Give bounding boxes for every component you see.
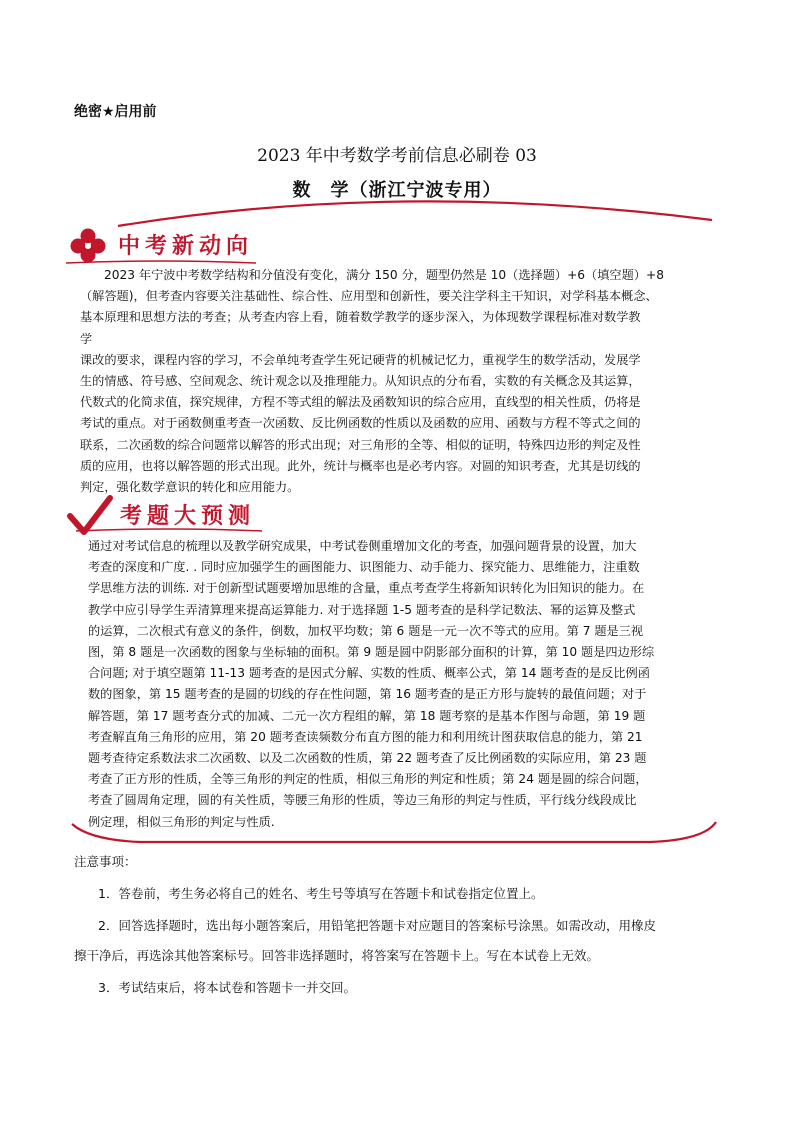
section2-line: 考查了圆周角定理，圆的有关性质，等腰三角形的性质，等边三角形的判定与性质，平行线分线段成比 <box>88 793 637 808</box>
section2-line: 学思维方法的训练. 对于创新型试题要增加思维的含量，重点考查学生将新知识转化为旧知识的能力。在 <box>88 581 645 596</box>
notice-item: 3．考试结束后，将本试卷和答题卡一并交回。 <box>98 980 356 995</box>
page-title: 2023 年中考数学考前信息必刷卷 03 <box>257 146 537 166</box>
section1-line: 质的应用，也将以解答题的形式出现。此外，统计与概率也是必考内容。对圆的知识考查，尤其是切线的 <box>80 458 641 473</box>
section2-line: 考查解直角三角形的应用，第 20 题考查读频数分布直方图的能力和利用统计图获取信息的能力，第 21 <box>88 729 643 744</box>
section1-line: 基本原理和思想方法的考查；从考查内容上看，随着数学教学的逐步深入，为体现数学课程标准对数学教 <box>80 310 641 325</box>
notice-item: 1．答卷前，考生务必将自己的姓名、考生号等填写在答题卡和试卷指定位置上。 <box>98 886 544 901</box>
section2-heading: 考题大预测 <box>120 504 256 529</box>
notice-title: 注意事项： <box>74 854 137 869</box>
section2-line: 考查的深度和广度. . 同时应加强学生的画图能力、识图能力、动手能力、探究能力、思维能力，注重数 <box>88 560 640 575</box>
section2-line: 的运算，二次根式有意义的条件，倒数，加权平均数；第 6 题是一元一次不等式的应用。第 7 题是三视 <box>88 623 644 638</box>
section2-line: 数的图象，第 15 题考查的是圆的切线的存在性问题，第 16 题考查的是正方形与旋转的最值问题；对于 <box>88 687 647 702</box>
notice-item-continued: 擦干净后，再选涂其他答案标号。回答非选择题时，将答案写在答题卡上。写在本试卷上无效。 <box>74 948 600 963</box>
section2-line: 合问题; 对于填空题第 11-13 题考查的是因式分解、实数的性质、概率公式，第 14 题考查的是反比例函 <box>88 666 650 681</box>
section2-line: 例定理，相似三角形的判定与性质. <box>88 814 275 829</box>
section1-body <box>80 265 728 498</box>
section2-line: 解答题，第 17 题考查分式的加减、二元一次方程组的解，第 18 题考察的是基本作图与命题，第 19 题 <box>88 708 646 723</box>
section1-line: 2023 年宁波中考数学结构和分值没有变化，满分 150 分，题型仍然是 10（选择题）+6（填空题）+8 <box>104 268 664 282</box>
section2-line: 图，第 8 题是一次函数的图象与坐标轴的面积。第 9 题是圆中阴影部分面积的计算，第 10 题是四边形综 <box>88 645 655 660</box>
section1-line: （解答题)，但考查内容要关注基础性、综合性、应用型和创新性，要关注学科主干知识，对学科基本概念、 <box>80 289 658 304</box>
notice-item: 2．回答选择题时，选出每小题答案后，用铅笔把答题卡对应题目的答案标号涂黑。如需改动，用橡皮 <box>98 918 656 933</box>
section2-line: 考查了正方形的性质，全等三角形的判定的性质，相似三角形的判定和性质；第 24 题是圆的综合问题， <box>88 772 648 787</box>
section1-line: 判定，强化数学意识的转化和应用能力。 <box>80 480 300 495</box>
section2-line: 题考查待定系数法求二次函数、以及二次函数的性质，第 22 题考查了反比例函数的实际应用，第 23 题 <box>88 751 647 766</box>
section2-line: 教学中应引导学生弄清算理来提高运算能力. 对于选择题 1-5 题考查的是科学记数法、幂的运算及整式 <box>88 602 636 617</box>
section1-line: 代数式的化简求值，探究规律，方程不等式组的解法及函数知识的综合应用，直线型的相关性质，仍将是 <box>80 395 641 410</box>
section1-line: 生的情感、符号感、空间观念、统计观念以及推理能力。从知识点的分布看，实数的有关概念及其运算， <box>80 374 641 389</box>
section1-line: 学 <box>80 331 93 346</box>
page-subtitle: 数 学（浙江宁波专用） <box>292 180 502 201</box>
section2-heading-underline <box>76 526 276 536</box>
section2-body <box>88 536 724 833</box>
section1-line: 课改的要求，课程内容的学习，不会单纯考查学生死记硬背的机械记忆力，重视学生的数学活动，发展学 <box>80 352 641 367</box>
section2-line: 通过对考试信息的梳理以及教学研究成果，中考试卷侧重增加文化的考查，加强问题背景的设置，加大 <box>88 539 637 553</box>
section1-line: 考试的重点。对于函数侧重考查一次函数、反比例函数的性质以及函数的应用、函数与方程不等式之间的 <box>80 416 641 431</box>
section1-line: 联系，二次函数的综合问题常以解答的形式出现；对三角形的全等、相似的证明，特殊四边形的判定及性 <box>80 437 641 452</box>
section1-heading: 中考新动向 <box>118 234 254 259</box>
section2-arc-decoration <box>0 800 794 860</box>
confidential-label: 绝密★启用前 <box>74 104 157 120</box>
